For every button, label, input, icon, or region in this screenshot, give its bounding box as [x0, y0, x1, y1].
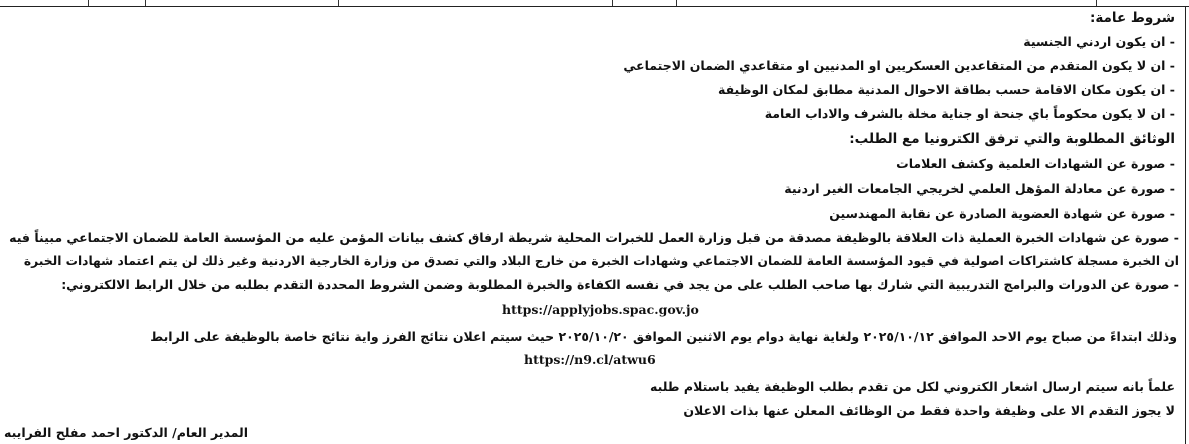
notification-note: علماً بانه سيتم ارسال اشعار الكتروني لكل من تقدم بطلب الوظيفة يفيد باستلام طلبه — [650, 379, 1175, 394]
results-link[interactable]: https://n9.cl/atwu6 — [524, 352, 656, 367]
apply-link[interactable]: https://applyjobs.spac.gov.jo — [502, 302, 699, 317]
frame-border — [1185, 6, 1186, 444]
experience-certificate-line-2: ان الخبرة مسجلة كاشتراكات اصولية في قيود المؤسسة العامة للضمان الاجتماعي وشهادات الخبرة من خارج البلاد والتي تصدق من وزارة الخارجية الاردنية وغير ذلك لن يتم اعتماد شهادات الخبرة — [23, 254, 1179, 268]
document-item-2: - صورة عن معادلة المؤهل العلمي لخريجي الجامعات الغير اردنية — [784, 181, 1175, 196]
document-item-1: - صورة عن الشهادات العلمية وكشف العلامات — [896, 156, 1175, 171]
document-item-3: - صورة عن شهادة العضوية الصادرة عن نقابة المهندسين — [829, 206, 1175, 221]
single-job-note: لا يجوز التقدم الا على وظيفة واحدة فقط من الوظائف المعلن عنها بذات الاعلان — [683, 403, 1175, 418]
experience-certificate-line-1: - صورة عن شهادات الخبرة العملية ذات العلاقة بالوظيفة مصدقة من قبل وزارة العمل للخبرات المحلية شريطة ارفاق كشف بيانات المؤمن عليه من المؤسسة العامة للضمان الاجتماعي مبيناً فيه — [9, 230, 1179, 245]
documents-heading: الوثائق المطلوبة والتي ترفق الكترونيا مع الطلب: — [849, 131, 1175, 147]
table-bottom-edge — [0, 0, 1189, 7]
general-conditions-heading: شروط عامة: — [1089, 10, 1175, 26]
general-condition-4: - ان لا يكون محكوماً باي جنحة او جناية مخلة بالشرف والاداب العامة — [764, 106, 1175, 121]
general-condition-1: - ان يكون اردني الجنسية — [1023, 34, 1175, 49]
application-period-line: وذلك ابتداءً من صباح يوم الاحد الموافق ٢٠٢٥/١٠/١٢ ولغاية نهاية دوام يوم الاثنين الموافق ٢٠٢٥/١٠/٢٠ حيث سيتم اعلان نتائج الفرز واية نتائج خاصة بالوظيفة على الرابط — [150, 329, 1177, 344]
general-condition-3: - ان يكون مكان الاقامة حسب بطاقة الاحوال المدنية مطابق لمكان الوظيفة — [717, 82, 1175, 97]
general-condition-2: - ان لا يكون المتقدم من المتقاعدين العسكريين او المدنيين او متقاعدي الضمان الاجتماعي — [623, 58, 1175, 73]
signature: المدير العام/ الدكتور احمد مفلح الفرايبه — [4, 425, 249, 440]
courses-line: - صورة عن الدورات والبرامج التدريبية التي شارك بها صاحب الطلب على من يجد في نفسه الكفاءة والخبرة المطلوبة وضمن الشروط المحددة التقدم بطلبه من خلال الرابط الالكتروني: — [61, 277, 1179, 292]
